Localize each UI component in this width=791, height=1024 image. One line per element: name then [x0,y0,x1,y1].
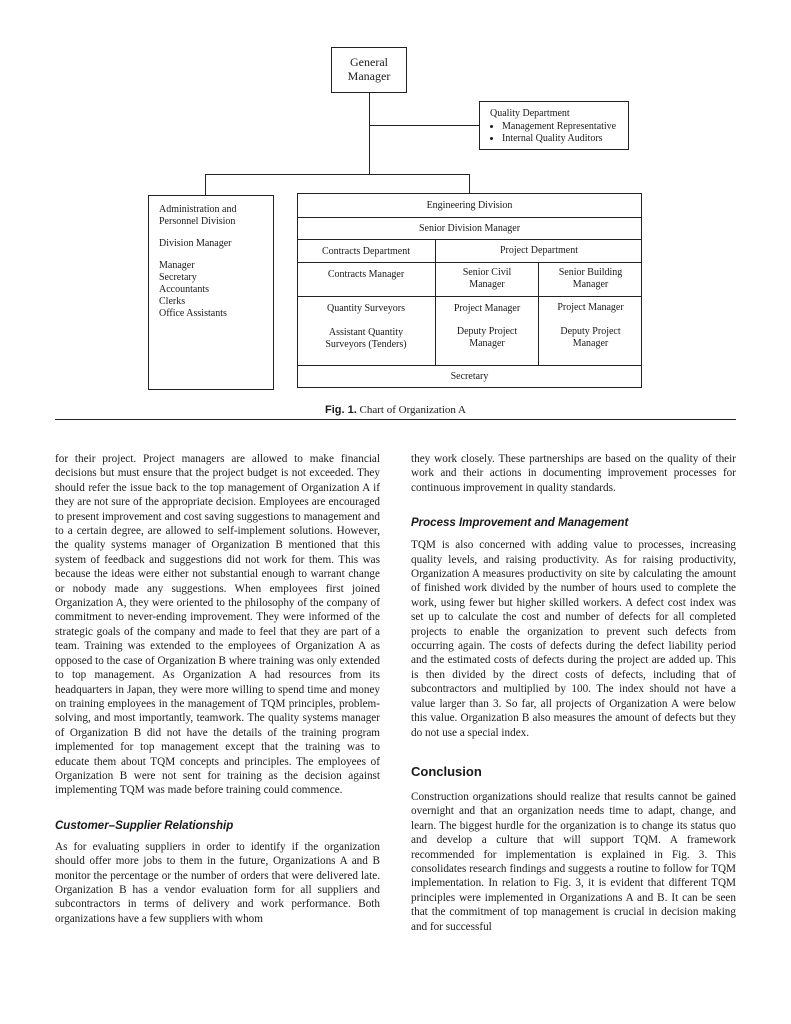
figure-label: Fig. 1. [325,404,357,416]
admin-staff-list [159,260,273,320]
contracts-manager: Contracts Manager [327,269,405,280]
engineering-secretary: Secretary [450,371,489,382]
general-manager-line-1: General [350,55,388,69]
caption-rule [55,419,736,420]
project-manager: Project Manager [557,302,624,313]
eng-divider [297,296,642,297]
senior-civil-manager [436,267,538,291]
assistant-qs-line-1: Assistant Quantity [328,327,404,338]
contracts-department: Contracts Department [321,246,411,257]
section-heading: Process Improvement and Management [411,517,629,530]
paragraph: TQM is also concerned with adding value to processes, increasing quality levels, and raising productivity. As for raising productivity, Organization A measures productivity on site by calculating the amount of finished work divided by the number of hours used to complete the work, using fewer but higher skilled workers. A defect cost index was set up to calculate the cost and number of defects for all completed projects to enable the organization to prevent such defects from occurring again. The costs of defects during the defect liability period and the estimated costs of defects during the project are added up. This is then divided by the direct costs of defects, including that of subcontractors and multiplied by 100. The index should not have a value larger than 3. So far, all projects of Organization A were below this value. Organization B also measures the amount of defects but they do not use a special index. [411,539,736,739]
admin-division-title [159,204,273,228]
senior-building-line-2: Manager [572,279,609,290]
admin-staff-item: Office Assistants [159,308,227,319]
right-column [411,452,736,934]
figure-caption [0,404,791,416]
admin-staff-item: Clerks [159,296,186,307]
deputy-pm-line-2: Manager [469,338,505,349]
project-department: Project Department [499,245,579,256]
paragraph: they work closely. These partnerships are based on the quality of their work and their actions in documenting improvement processes for continuous improvement in quality standards. [411,453,736,494]
senior-building-line-1: Senior Building [558,267,623,278]
eng-divider [297,262,642,263]
admin-staff-item: Manager [159,260,195,271]
quality-department-list [490,121,628,145]
deputy-pm-line-1: Deputy Project [560,326,621,337]
senior-civil-line-2: Manager [469,279,505,290]
project-manager: Project Manager [453,303,521,314]
deputy-pm-line-1: Deputy Project [456,326,518,337]
figure-caption-text: Chart of Organization A [356,404,466,416]
senior-civil-line-1: Senior Civil [462,267,512,278]
connector-horizontal [205,174,470,175]
general-manager-box [331,47,407,93]
admin-division-box [148,195,274,390]
admin-staff-item: Secretary [159,272,197,283]
quality-department-box [479,101,629,150]
connector-quality-h [369,125,479,126]
eng-divider [297,217,642,218]
admin-division-manager: Division Manager [159,238,232,249]
quality-department-title: Quality Department [490,108,570,119]
connector-admin-down [205,174,206,195]
admin-staff-item: Accountants [159,284,209,295]
admin-title-line-1: Administration and [159,204,237,215]
senior-division-manager: Senior Division Manager [418,223,521,234]
section-heading: Customer–Supplier Relationship [55,819,234,832]
deputy-project-manager [436,326,538,350]
connector-eng-down [469,174,470,193]
connector-gm-down [369,93,370,175]
assistant-qs-line-2: Surveyors (Tenders) [325,339,407,350]
paragraph: As for evaluating suppliers in order to identify if the organization should offer more jobs to them in the future, Organizations A and B monitor the percentage or the number of orders that were delivered late. Organization B has a vendor evaluation form for all suppliers and subcontractors in terms of delivery and work performance. Both organizations have a few suppliers with whom [55,840,380,925]
section-heading: Conclusion [411,763,482,779]
senior-building-manager [539,267,642,291]
general-manager-line-2: Manager [347,69,391,83]
paragraph: for their project. Project managers are allowed to make financial decisions but must ensure that the project budget is not exceeded. They should refer the issue back to the top management of Organization A if they are not sure of the appropriate decision. Employees are encouraged to present improvement and cost saving suggestions to management and to a certain degree, are allowed to self-implement solutions. However, the quality systems manager of Organization B mentioned that this system of feedback and suggestions did not work for them. This was because the ideas were either not substantial enough to warrant change or nobody made any suggestions. When employees first joined Organization A, they were oriented to the philosophy of the company of commitment to never-ending improvement. They were informed of the strategic goals of the company and made to feel that they are part of a team. Training was extended to the employees of Organization A as opposed to the case of Organization B where training was only extended to top management. As Organization A had resources from its headquarters in Japan, they were more willing to spend time and money on training employees in the management of TQM principles, problem-solving, and most importantly, teamwork. The quality systems manager of Organization B did not have the details of the training program implemented for top management except that the training was to educate them about TQM concepts and principles. The employees of Organization B were not sent for training as the decision against implementing TQM was made before training could commence. [55,453,380,797]
admin-title-line-2: Personnel Division [159,216,236,227]
engineering-division-title: Engineering Division [426,200,513,211]
left-column [55,452,380,926]
deputy-project-manager [539,326,642,350]
paragraph: Construction organizations should realize that results cannot be gained overnight and that an organization needs time to adapt, change, and learn. The biggest hurdle for the organization is to change its status quo and develop a culture that will support TQM. A framework recommended for implementation is explained in Fig. 3. This consolidates research findings and suggests a routine to follow for TQM implementation. In relation to Fig. 3, it is evident that different TQM principles were implemented in Organizations A and B. It can be seen that the commitment of top management is crucial in decision making and for successful [411,790,736,933]
assistant-quantity-surveyors [297,327,435,351]
quality-item: • Internal Quality Auditors [502,133,628,145]
quality-item: • Management Representative [502,121,628,133]
eng-divider [297,239,642,240]
quantity-surveyors: Quantity Surveyors [326,303,406,314]
eng-divider [297,365,642,366]
deputy-pm-line-2: Manager [572,338,609,349]
